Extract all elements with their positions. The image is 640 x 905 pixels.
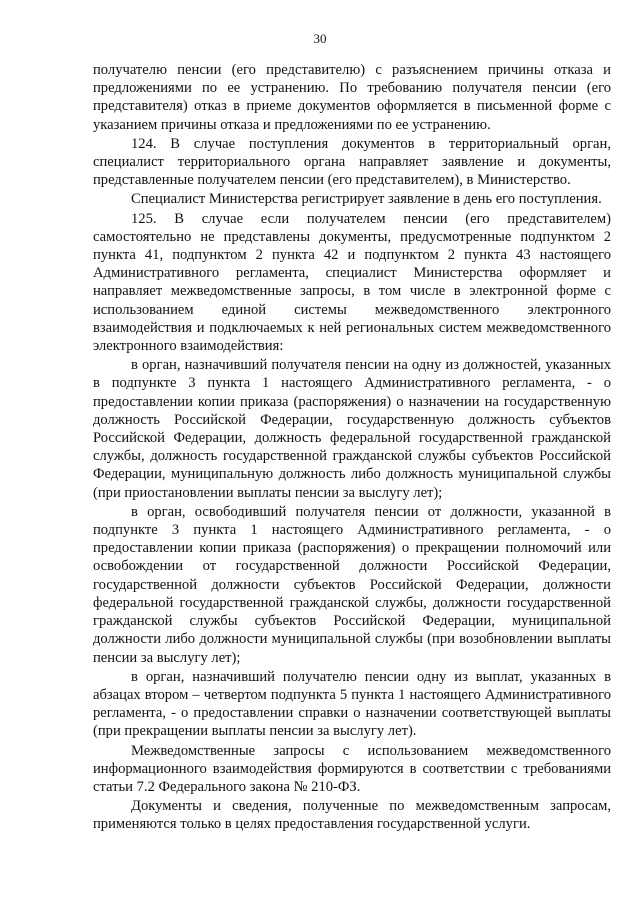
paragraph-request-appointing-body: в орган, назначивший получателя пенсии на одну из должностей, указанных в подпункте 3 пункта 1 настоящего Административного регламента, - о предоставлении копии приказа (распоряжения) о назначении на государственную должность Российской Федерации, государственную должность субъектов Российской Федерации, должность федеральной государственной гражданской службы, должность государственной гражданской службы субъектов Российской Федерации, муниципальную должность либо должность муниципальной службы (при приостановлении выплаты пенсии за выслугу лет); (93, 357, 611, 501)
page-number: 30 (313, 31, 327, 46)
paragraph-documents-usage: Документы и сведения, полученные по межведомственным запросам, применяются только в целях предоставления государственной услуги. (93, 798, 611, 833)
paragraph-request-releasing-body: в орган, освободивший получателя пенсии от должности, указанной в подпункте 3 пункта 1 настоящего Административного регламента, - о предоставлении копии приказа (распоряжения) о прекращении полномочий или освобождении от государственной должности Российской Федерации, государственной должности субъектов Российской Федерации, должности федеральной государственной гражданской службы, должности государственной гражданской службы субъектов Российской Федерации, муниципальной должности либо должности муниципальной службы (при возобновлении выплаты пенсии за выслугу лет); (93, 503, 611, 666)
paragraph-registration: Специалист Министерства регистрирует заявление в день его поступления. (131, 191, 602, 208)
paragraph-continuation: получателю пенсии (его представителю) с разъяснением причины отказа и предложениями по ее устранению. По требованию получателя пенсии (его представителя) отказ в приеме документов оформляется в письменной форме с указанием причины отказа и предложениями по ее устранению. (93, 62, 611, 133)
document-body (93, 61, 611, 834)
paragraph-125: 125. В случае если получателем пенсии (его представителем) самостоятельно не представлены документы, предусмотренные подпунктом 2 пункта 41, подпунктом 2 пункта 42 и подпунктом 2 пункта 43 настоящего Административного регламента, специалист Министерства оформляет и направляет межведомственные запросы, в том числе в электронной форме с использованием единой системы межведомственного электронного взаимодействия и подключаемых к ней региональных систем межведомственного электронного взаимодействия: (93, 210, 611, 355)
paragraph-request-payment-body: в орган, назначивший получателю пенсии одну из выплат, указанных в абзацах втором – четвертом подпункта 5 пункта 1 настоящего Административного регламента, - о предоставлении справки о назначении соответствующей выплаты (при прекращении выплаты пенсии за выслугу лет). (93, 668, 611, 740)
paragraph-interagency-requests: Межведомственные запросы с использованием межведомственного информационного взаимодействия формируются в соответствии с требованиями статьи 7.2 Федерального закона № 210-ФЗ. (93, 742, 611, 795)
paragraph-124: 124. В случае поступления документов в территориальный орган, специалист территориального органа направляет заявление и документы, представленные получателем пенсии (его представителем), в Министерство. (93, 135, 611, 189)
